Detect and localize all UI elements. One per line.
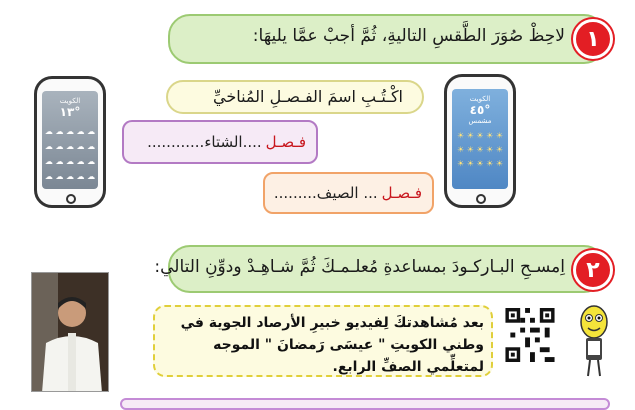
cloud-icons-left: ☁ ☁ ☁ ☁ ☁: [44, 127, 96, 136]
instruction-text: اكْـتُـبِ اسمَ الفـصـلِ المُناخيِّ: [212, 87, 403, 106]
person-illustration: [32, 273, 109, 392]
weather-screen-right: الكويت ٤٥° مشمس ☀ ☀ ☀ ☀ ☀ ☀ ☀ ☀ ☀ ☀ ☀ ☀ ☀ ☀ ☀: [452, 89, 508, 189]
phone-left: [34, 76, 106, 208]
home-button-right: [476, 194, 486, 204]
answer-box-1[interactable]: [122, 120, 318, 164]
question-1-text: لاحِظْ صُوَرَ الطَّقسِ التاليةِ، ثُمَّ أجبْ عمَّا يليهَا:: [252, 26, 565, 46]
phone-right: [444, 74, 516, 208]
weather-screen-left: الكويت ١٣° ☁ ☁ ☁ ☁ ☁ ☁ ☁ ☁ ☁ ☁ ☁ ☁ ☁ ☁ ☁ ☁ ☁ ☁ ☁ ☁: [42, 91, 98, 189]
home-button-left: [66, 194, 76, 204]
question-2-number: ٢: [573, 250, 613, 290]
next-section-bar: [120, 398, 610, 410]
sun-icons-right: ☀ ☀ ☀ ☀ ☀: [456, 131, 504, 140]
status-right: مشمس: [468, 117, 492, 125]
temp-left: ١٣°: [59, 105, 81, 119]
city-label-left: الكويت: [59, 97, 81, 105]
answer-2-label: فـصـل: [381, 184, 422, 202]
city-label-right: الكويت: [469, 95, 491, 103]
answer-box-2[interactable]: [263, 172, 434, 214]
question-2-text: اِمسـحِ البـاركـودَ بمساعدةِ مُعلـمـكَ ثُمَّ شـاهِـدْ ودوِّنِ التالي:: [154, 257, 565, 277]
info-text: بعد مُشاهدتكَ لِفيديو خبيرِ الأرصاد الجوية في وطني الكويتِ " عيسَى رَمضانَ " الموجه لمتعلِّمي الصفِّ الرابع.: [180, 315, 484, 375]
answer-2-value[interactable]: ... الصيف.........: [273, 184, 378, 202]
mascot-illustration: [576, 300, 612, 380]
answer-1-value[interactable]: ....الشتاء............: [147, 133, 262, 151]
answer-1-label: فـصـل: [265, 133, 306, 151]
question-1-number: ١: [573, 19, 613, 59]
mascot-icon: [576, 300, 612, 380]
qr-code[interactable]: [505, 308, 555, 362]
expert-photo: [31, 272, 109, 392]
temp-right: ٤٥°: [469, 103, 491, 117]
qr-code-icon: [505, 308, 555, 362]
